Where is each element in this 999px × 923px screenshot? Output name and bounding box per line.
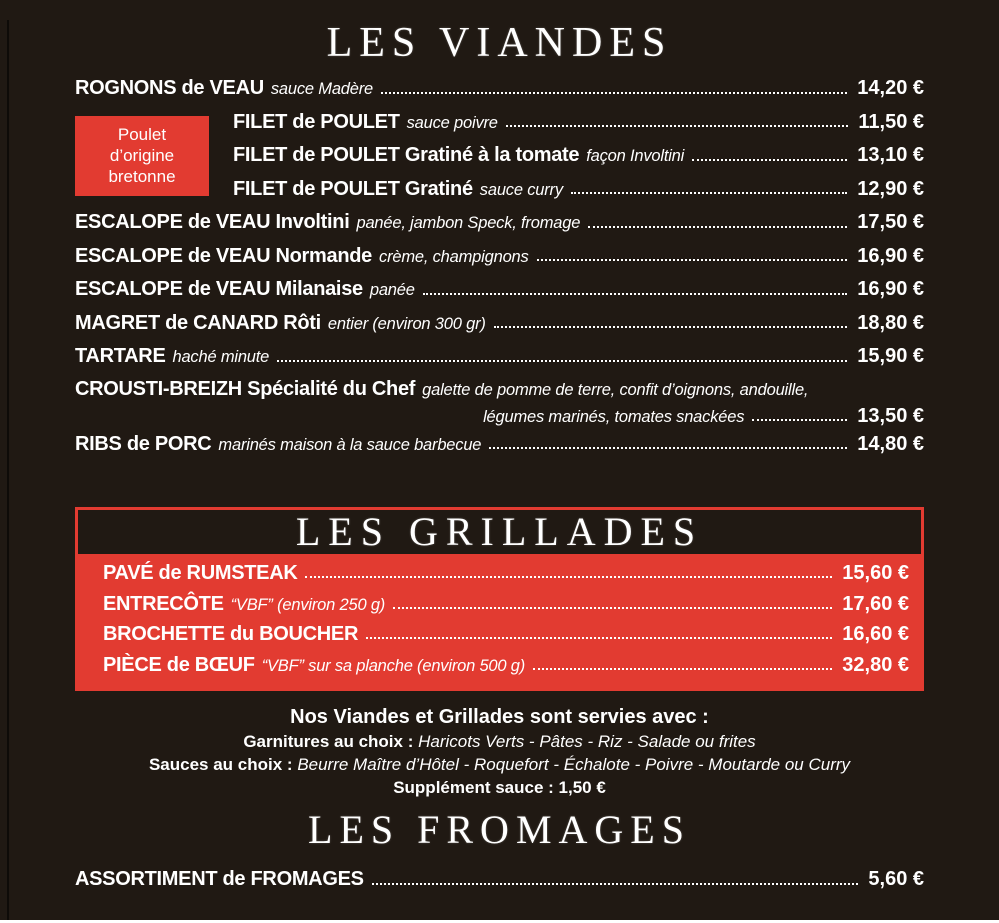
section-title-grillades: LES GRILLADES — [295, 509, 704, 554]
item-name: TARTARE — [75, 345, 166, 367]
grillades-list — [78, 554, 921, 688]
dot-leader — [537, 259, 848, 261]
sauces-value: Beurre Maître d’Hôtel - Roquefort - Échalote - Poivre - Moutarde ou Curry — [297, 755, 851, 774]
menu-item-brochette — [103, 619, 909, 650]
notes-intro: Nos Viandes et Grillades sont servies avec : — [290, 706, 709, 728]
poulet-origine-badge — [75, 116, 209, 196]
dot-leader — [506, 125, 849, 127]
item-name: FILET de POULET — [233, 110, 400, 133]
menu-item-filet-poivre — [233, 106, 924, 140]
section-title-viandes: LES VIANDES — [326, 20, 673, 66]
item-desc: “VBF” (environ 250 g) — [230, 595, 386, 614]
notes-sauces — [0, 753, 999, 776]
item-price: 18,80 € — [857, 311, 924, 334]
grillades-box — [75, 507, 924, 691]
viandes-list — [75, 72, 924, 461]
menu-item-filet-curry — [233, 173, 924, 207]
item-desc: panée — [369, 281, 415, 299]
serving-notes — [0, 704, 999, 799]
dot-leader — [305, 576, 832, 578]
menu-item-rognons — [75, 72, 924, 106]
garnitures-label: Garnitures au choix : — [243, 732, 414, 751]
dot-leader — [533, 668, 832, 670]
item-price: 13,50 € — [857, 404, 924, 427]
item-price: 16,60 € — [842, 623, 909, 645]
item-desc: panée, jambon Speck, fromage — [356, 214, 581, 232]
menu-item-escalope-normande — [75, 240, 924, 274]
dot-leader — [494, 326, 848, 328]
item-price: 14,80 € — [857, 432, 924, 455]
item-desc-continued: légumes marinés, tomates snackées — [483, 407, 745, 426]
menu-item-crousti-breizh-line2 — [75, 405, 924, 428]
badge-line: bretonne — [108, 167, 176, 187]
item-price: 11,50 € — [858, 110, 924, 133]
item-desc: sauce poivre — [406, 113, 498, 132]
dot-leader — [366, 637, 832, 639]
badge-line: d’origine — [109, 146, 175, 166]
item-price: 12,90 € — [857, 177, 924, 200]
item-price: 17,50 € — [857, 211, 924, 233]
dot-leader — [571, 192, 847, 194]
menu-item-filet-tomate — [233, 139, 924, 173]
item-name: ASSORTIMENT de FROMAGES — [75, 868, 364, 890]
item-desc: crème, champignons — [379, 247, 529, 266]
poulet-group — [75, 106, 924, 207]
item-name: FILET de POULET Gratiné — [233, 177, 473, 200]
dot-leader — [692, 159, 847, 161]
dot-leader — [752, 419, 847, 421]
menu-item-entrecote — [103, 589, 909, 620]
menu-item-crousti-breizh — [75, 374, 924, 405]
menu-item-escalope-milanaise — [75, 273, 924, 307]
item-name: PAVÉ de RUMSTEAK — [103, 562, 298, 584]
item-name: ESCALOPE de VEAU Milanaise — [75, 278, 363, 300]
menu-item-magret — [75, 307, 924, 341]
dot-leader — [372, 883, 859, 885]
item-name: ESCALOPE de VEAU Involtini — [75, 211, 350, 233]
item-name: BROCHETTE du BOUCHER — [103, 623, 359, 645]
item-desc: sauce curry — [479, 180, 563, 199]
menu-item-tartare — [75, 340, 924, 374]
grillades-header — [78, 510, 921, 554]
item-desc: galette de pomme de terre, confit d’oignons, andouille, — [422, 380, 809, 399]
item-desc: entier (environ 300 gr) — [327, 314, 486, 333]
item-name: RIBS de PORC — [75, 432, 212, 455]
item-desc: façon Involtini — [586, 147, 685, 165]
dot-leader — [277, 360, 847, 362]
menu-item-ribs — [75, 428, 924, 462]
item-price: 14,20 € — [857, 77, 924, 99]
badge-line: Poulet — [117, 125, 167, 145]
scan-artifact-line — [7, 20, 9, 923]
menu-item-assortiment-fromages — [75, 863, 924, 897]
menu-item-escalope-involtini — [75, 206, 924, 240]
item-price: 17,60 € — [842, 592, 909, 615]
item-desc: haché minute — [172, 348, 270, 366]
item-name: ESCALOPE de VEAU Normande — [75, 244, 373, 267]
item-desc: “VBF” sur sa planche (environ 500 g) — [261, 656, 526, 675]
item-price: 16,90 € — [857, 244, 924, 267]
poulet-items — [233, 106, 924, 207]
item-name: ENTRECÔTE — [103, 592, 224, 615]
item-price: 15,60 € — [842, 562, 909, 584]
item-name: CROUSTI-BREIZH Spécialité du Chef — [75, 377, 416, 400]
fromages-list — [75, 863, 924, 897]
item-price: 16,90 € — [857, 278, 924, 300]
notes-garnitures — [0, 730, 999, 753]
dot-leader — [489, 447, 847, 449]
menu-item-piece-de-boeuf — [103, 650, 909, 681]
garnitures-value: Haricots Verts - Pâtes - Riz - Salade ou frites — [418, 732, 756, 751]
item-price: 13,10 € — [857, 144, 924, 166]
item-price: 5,60 € — [868, 868, 924, 890]
item-price: 32,80 € — [842, 653, 909, 676]
item-name: MAGRET de CANARD Rôti — [75, 311, 321, 334]
sauces-label: Sauces au choix : — [148, 755, 293, 774]
dot-leader — [423, 293, 848, 295]
dot-leader — [393, 607, 832, 609]
dot-leader — [381, 92, 847, 94]
section-title-fromages: LES FROMAGES — [308, 807, 691, 852]
item-name: PIÈCE de BŒUF — [103, 653, 255, 676]
item-desc: sauce Madère — [270, 80, 374, 98]
notes-supplement: Supplément sauce : 1,50 € — [393, 778, 606, 797]
menu-item-pave-rumsteak — [103, 558, 909, 589]
dot-leader — [588, 226, 847, 228]
item-desc: marinés maison à la sauce barbecue — [218, 435, 482, 454]
item-price: 15,90 € — [857, 345, 924, 367]
item-name: ROGNONS de VEAU — [75, 77, 264, 99]
item-name: FILET de POULET Gratiné à la tomate — [233, 144, 580, 166]
